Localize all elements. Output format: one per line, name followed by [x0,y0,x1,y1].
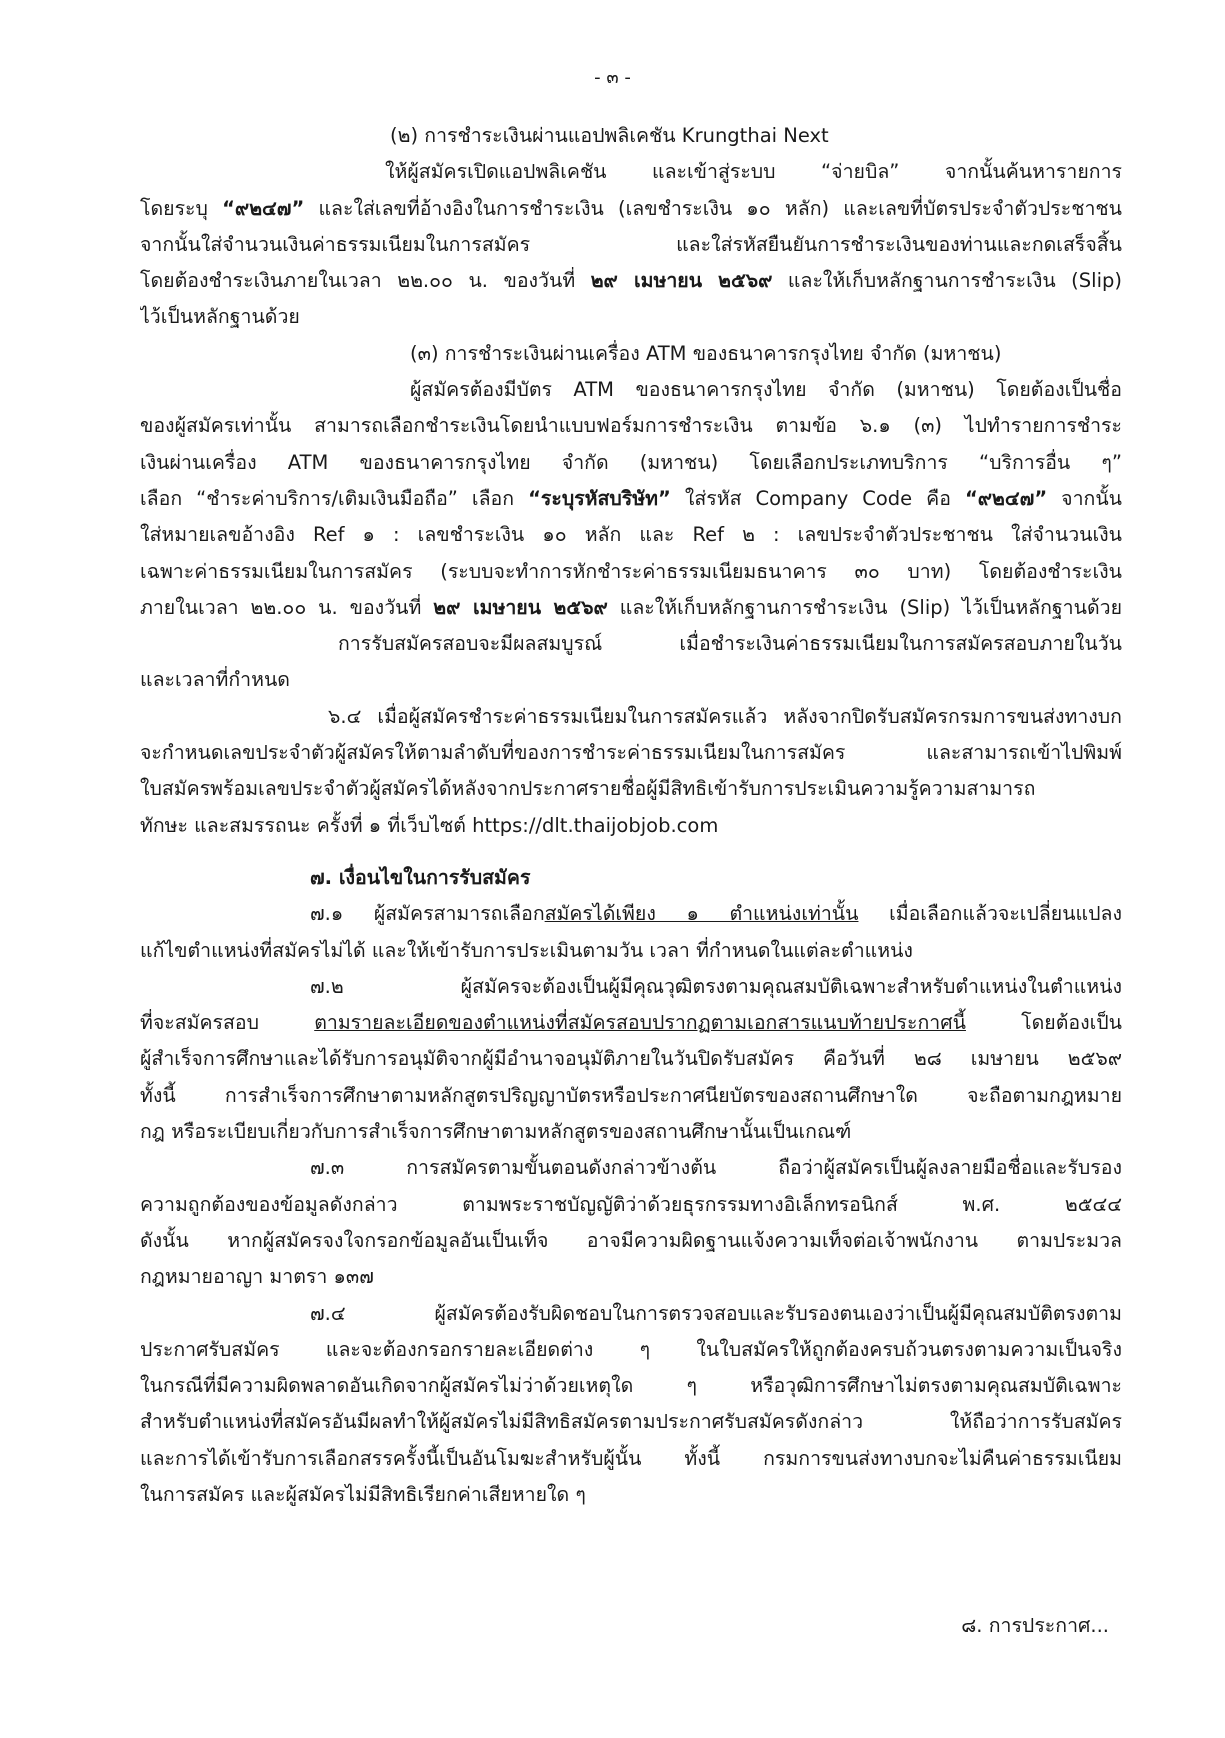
s71-line-1-underlined: สมัครได้เพียง ๑ ตำแหน่งเท่านั้น [544,902,859,926]
s72-line-2 [140,1005,1122,1041]
p2-heading: (๒) การชำระเงินผ่านแอปพลิเคชัน Krungthai Next [390,124,829,147]
s73-line-3: ดังนั้น หากผู้สมัครจงใจกรอกข้อมูลอันเป็นเท็จ อาจมีความผิดฐานแจ้งความเท็จต่อเจ้าพนักงาน ตามประมวล [140,1228,1122,1252]
s73-line-2: ความถูกต้องของข้อมูลดังกล่าว ตามพระราชบัญญัติว่าด้วยธุรกรรมทางอิเล็กทรอนิกส์ พ.ศ. ๒๕๔๔ [140,1192,1122,1216]
s74-line-2: ประกาศรับสมัคร และจะต้องกรอกรายละเอียดต่าง ๆ ในใบสมัครให้ถูกต้องครบถ้วนตรงตามความเป็นจริง [140,1337,1122,1361]
p3-line-6: เฉพาะค่าธรรมเนียมในการสมัคร (ระบบจะทำการหักชำระค่าธรรมเนียมธนาคาร ๓๐ บาท) โดยต้องชำระเงิน [140,559,1122,583]
s71-line-1-text-c: เมื่อเลือกแล้วจะเปลี่ยนแปลง [858,902,1122,926]
s71-line-2: แก้ไขตำแหน่งที่สมัครไม่ได้ และให้เข้ารับการประเมินตามวัน เวลา ที่กำหนดในแต่ละตำแหน่ง [140,938,913,962]
s74-line-5: และการได้เข้ารับการเลือกสรรครั้งนี้เป็นอันโมฆะสำหรับผู้นั้น ทั้งนี้ กรมการขนส่งทางบกจะไม่คืนค่าธรรมเนียม [140,1446,1122,1470]
complete-line-2: และเวลาที่กำหนด [140,668,290,692]
s74-line-1: ๗.๔ ผู้สมัครต้องรับผิดชอบในการตรวจสอบและรับรองตนเองว่าเป็นผู้มีคุณสมบัติตรงตาม [310,1301,1122,1325]
s74-line-3: ในกรณีที่มีความผิดพลาดอันเกิดจากผู้สมัครไม่ว่าด้วยเหตุใด ๆ หรือวุฒิการศึกษาไม่ตรงตามคุณสมบัติเฉพาะ [140,1374,1122,1398]
s72-line-2-text-a: ที่จะสมัครสอบ [140,1011,315,1035]
p3-heading: (๓) การชำระเงินผ่านเครื่อง ATM ของธนาคารกรุงไทย จำกัด (มหาชน) [410,341,1002,365]
p3-line-5: ใส่หมายเลขอ้างอิง Ref ๑ : เลขชำระเงิน ๑๐ หลัก และ Ref ๒ : เลขประจำตัวประชาชน ใส่จำนวนเงิน [140,523,1122,547]
complete-line-1: การรับสมัครสอบจะมีผลสมบูรณ์ เมื่อชำระเงินค่าธรรมเนียมในการสมัครสอบภายในวัน [338,632,1122,656]
s73-line-4: กฎหมายอาญา มาตรา ๑๓๗ [140,1265,374,1289]
p3-line-7 [140,590,1122,626]
p2-line-4-text-c: และให้เก็บหลักฐานการชำระเงิน (Slip) [772,269,1122,293]
s72-line-1: ๗.๒ ผู้สมัครจะต้องเป็นผู้มีคุณวุฒิตรงตามคุณสมบัติเฉพาะสำหรับตำแหน่งในตำแหน่ง [310,974,1122,998]
p3-line-2: ของผู้สมัครเท่านั้น สามารถเลือกชำระเงินโดยนำแบบฟอร์มการชำระเงิน ตามข้อ ๖.๑ (๓) ไปทำรายการชำระ [140,414,1122,438]
p2-line-4-date: ๒๙ เมษายน ๒๕๖๙ [590,269,773,293]
s74-line-6: ในการสมัคร และผู้สมัครไม่มีสิทธิเรียกค่าเสียหายใด ๆ [140,1482,586,1506]
p2-line-2 [140,191,1122,227]
p3-line-1: ผู้สมัครต้องมีบัตร ATM ของธนาคารกรุงไทย จำกัด (มหาชน) โดยต้องเป็นชื่อ [410,378,1122,402]
p3-line-4-text-a: เลือก “ชำระค่าบริการ/เติมเงินมือถือ” เลือก [140,486,529,510]
p2-line-4 [140,263,1122,299]
p3-line-7-text-c: และให้เก็บหลักฐานการชำระเงิน (Slip) ไว้เป็นหลักฐานด้วย [607,595,1122,619]
p3-line-4-company: “ระบุรหัสบริษัท” [528,486,671,510]
s71-line-1-text-a: ๗.๑ ผู้สมัครสามารถเลือก [310,902,545,926]
p2-line-2-code: “๙๒๔๗” [222,196,305,220]
s64-line-1: ๖.๔ เมื่อผู้สมัครชำระค่าธรรมเนียมในการสมัครแล้ว หลังจากปิดรับสมัครกรมการขนส่งทางบก [328,704,1122,728]
p2-line-1: ให้ผู้สมัครเปิดแอปพลิเคชัน และเข้าสู่ระบบ “จ่ายบิล” จากนั้นค้นหารายการ [385,160,1122,184]
p3-line-4 [140,481,1122,517]
p3-line-4-code: “๙๒๔๗” [964,486,1048,510]
p3-line-3: เงินผ่านเครื่อง ATM ของธนาคารกรุงไทย จำกัด (มหาชน) โดยเลือกประเภทบริการ “บริการอื่น ๆ” [140,450,1122,474]
s74-line-4: สำหรับตำแหน่งที่สมัครอันมีผลทำให้ผู้สมัครไม่มีสิทธิสมัครตามประกาศรับสมัครดังกล่าว ให้ถือว่าการรับสมัคร [140,1410,1122,1434]
p2-line-3: จากนั้นใส่จำนวนเงินค่าธรรมเนียมในการสมัคร และใส่รหัสยืนยันการชำระเงินของท่านและกดเสร็จสิ้น [140,232,1122,256]
s72-line-2-underlined: ตามรายละเอียดของตำแหน่งที่สมัครสอบปรากฏตามเอกสารแนบท้ายประกาศนี้ [314,1011,966,1035]
s64-line-4: ทักษะ และสมรรถนะ ครั้งที่ ๑ ที่เว็บไซต์ https://dlt.thaijobjob.com [140,813,719,837]
p3-line-4-text-e: จากนั้น [1047,486,1122,510]
p3-line-7-date: ๒๙ เมษายน ๒๕๖๙ [433,595,608,619]
s72-line-2-text-c: โดยต้องเป็น [965,1011,1122,1035]
p2-line-5: ไว้เป็นหลักฐานด้วย [140,305,300,329]
document-body [140,118,1122,1513]
s64-line-2: จะกำหนดเลขประจำตัวผู้สมัครให้ตามลำดับที่ของการชำระค่าธรรมเนียมในการสมัคร และสามารถเข้าไปพิมพ์ [140,741,1122,765]
s72-line-5: กฎ หรือระเบียบเกี่ยวกับการสำเร็จการศึกษาตามหลักสูตรของสถานศึกษานั้นเป็นเกณฑ์ [140,1120,852,1144]
p2-line-2-text-a: โดยระบุ [140,196,223,220]
s64-line-3: ใบสมัครพร้อมเลขประจำตัวผู้สมัครได้หลังจากประกาศรายชื่อผู้มีสิทธิเข้ารับการประเมินความรู้ความสามารถ [140,777,1036,801]
p2-line-4-text-a: โดยต้องชำระเงินภายในเวลา ๒๒.๐๐ น. ของวันที่ [140,269,591,293]
section-7-heading: ๗. เงื่อนไขในการรับสมัคร [310,865,531,889]
s73-line-1: ๗.๓ การสมัครตามขั้นตอนดังกล่าวข้างต้น ถือว่าผู้สมัครเป็นผู้ลงลายมือชื่อและรับรอง [310,1156,1122,1180]
page-number: - ๓ - [594,67,631,88]
s72-line-4: ทั้งนี้ การสำเร็จการศึกษาตามหลักสูตรปริญญาบัตรหรือประกาศนียบัตรของสถานศึกษาใด จะถือตามกฎหมาย [140,1083,1122,1107]
p3-line-4-text-c: ใส่รหัส Company Code คือ [670,486,965,510]
p3-line-7-text-a: ภายในเวลา ๒๒.๐๐ น. ของวันที่ [140,595,434,619]
s71-line-1 [140,896,1122,932]
p2-line-2-text-c: และใส่เลขที่อ้างอิงในการชำระเงิน (เลขชำระเงิน ๑๐ หลัก) และเลขที่บัตรประจำตัวประชาชน [304,196,1122,220]
next-page-continuation: ๘. การประกาศ... [961,1614,1109,1637]
s72-line-3: ผู้สำเร็จการศึกษาและได้รับการอนุมัติจากผู้มีอำนาจอนุมัติภายในวันปิดรับสมัคร คือวันที่ ๒๘ เมษายน ๒๕๖๙ [140,1047,1122,1071]
